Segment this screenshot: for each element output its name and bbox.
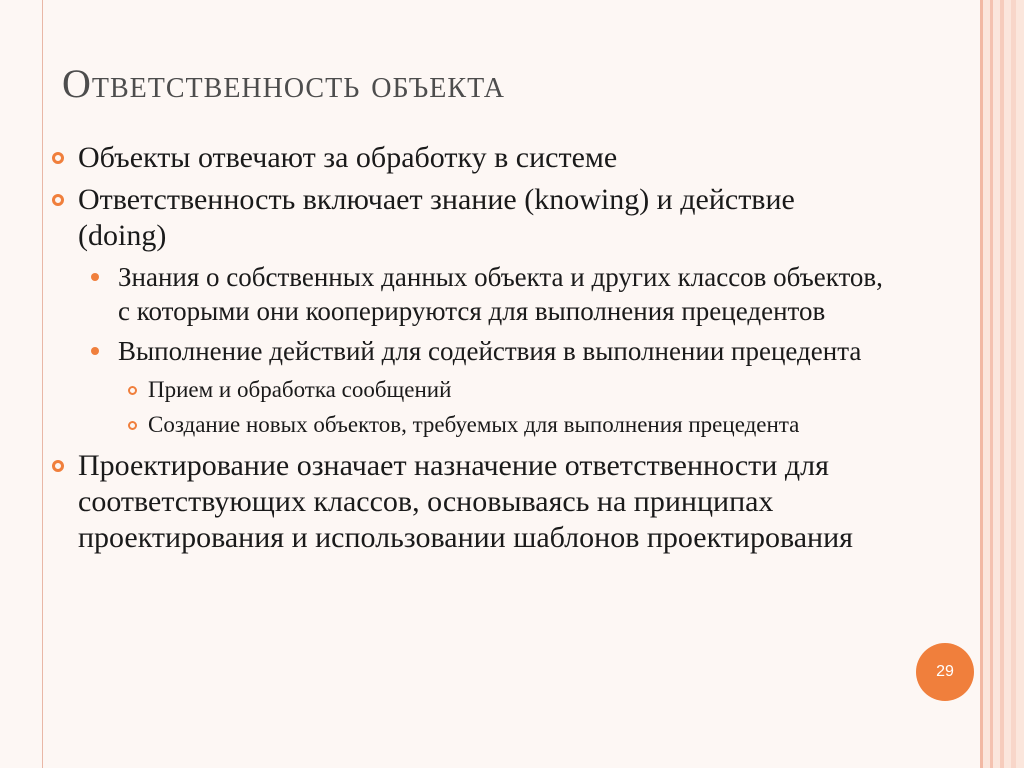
ring-bullet-icon [52, 152, 64, 164]
stripe [1011, 0, 1016, 768]
ring-bullet-icon [128, 421, 137, 430]
sub-sub-bullet-item [48, 374, 888, 405]
sub-bullet-item [48, 260, 888, 328]
sub-bullet-item [48, 334, 888, 368]
decorative-right-stripes [980, 0, 1024, 768]
ring-bullet-icon [52, 460, 64, 472]
slide-title: Ответственность объекта [62, 61, 506, 106]
bullet-text: Знания о собственных данных объекта и других классов объектов, с которыми они кооперируются для выполнения прецедентов [118, 262, 883, 326]
bullet-text: Создание новых объектов, требуемых для выполнения прецедента [148, 412, 800, 437]
sub-sub-bullet-item [48, 409, 888, 440]
page-number-badge: 29 [916, 643, 974, 701]
stripe [1000, 0, 1004, 768]
ring-bullet-icon [128, 386, 137, 395]
stripe [990, 0, 993, 768]
bullet-text: Проектирование означает назначение ответственности для соответствующих классов, основываясь на принципах проектирования и использовании шаблонов проектирования [78, 449, 853, 554]
bullet-item [48, 140, 888, 176]
dot-bullet-icon [91, 273, 99, 281]
bullet-text: Выполнение действий для содействия в выполнении прецедента [118, 336, 862, 366]
dot-bullet-icon [91, 347, 99, 355]
bullet-list [48, 140, 888, 562]
bullet-item [48, 182, 888, 254]
bullet-text: Прием и обработка сообщений [148, 377, 452, 402]
left-border-line [42, 0, 43, 768]
stripe [980, 0, 983, 768]
ring-bullet-icon [52, 194, 64, 206]
bullet-text: Объекты отвечают за обработку в системе [78, 141, 618, 174]
bullet-item [48, 448, 888, 556]
bullet-text: Ответственность включает знание (knowing) и действие (doing) [78, 183, 795, 252]
